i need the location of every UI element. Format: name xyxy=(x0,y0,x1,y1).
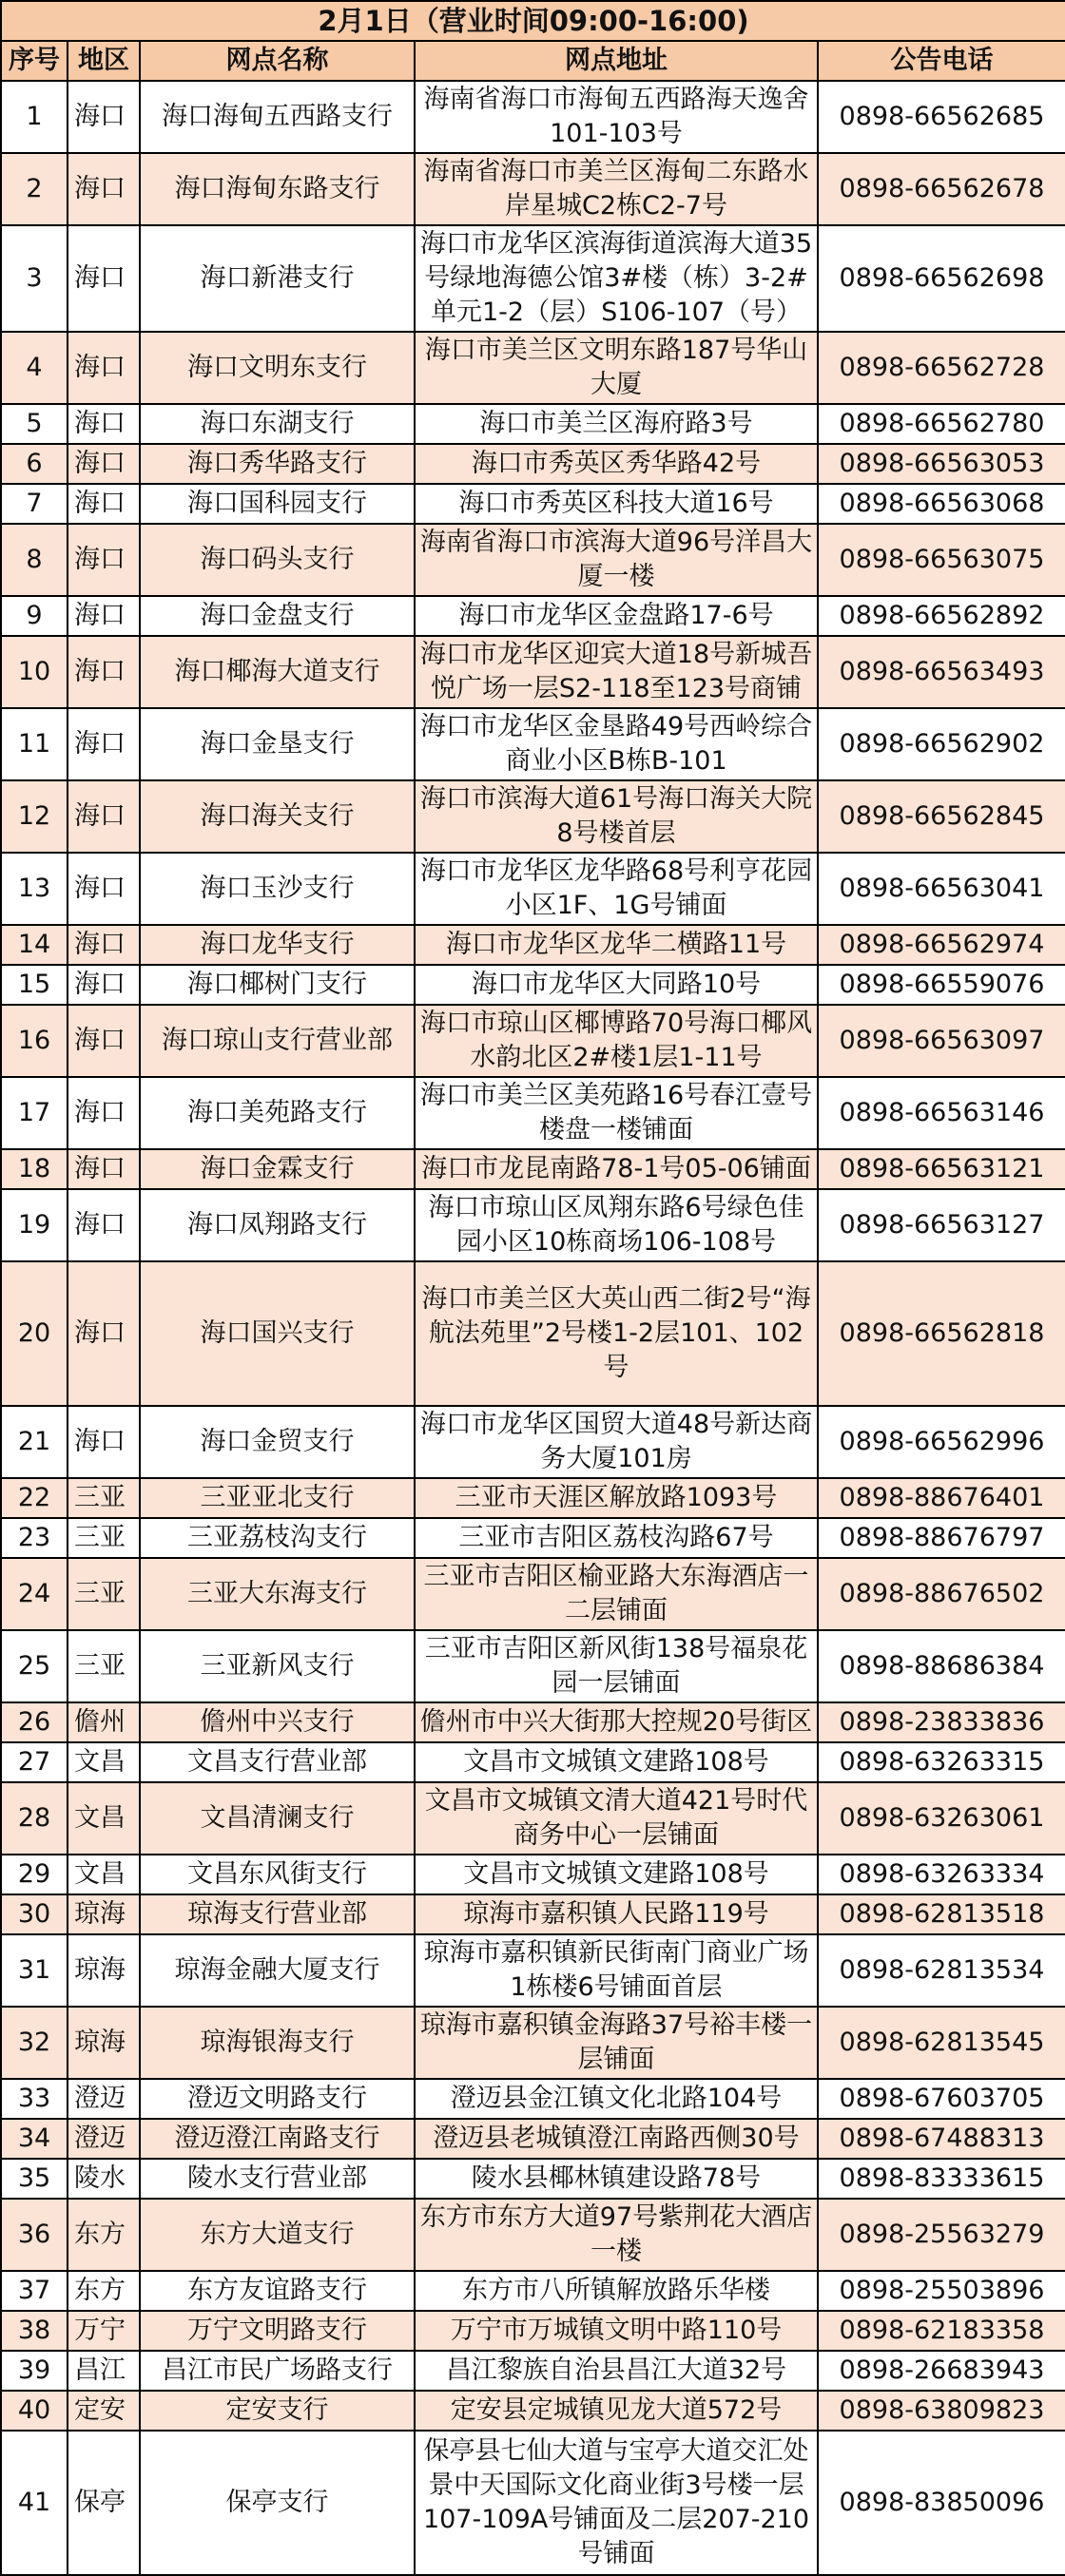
table-row xyxy=(1,708,1065,780)
table-row xyxy=(1,1855,1065,1894)
row-phone: 0898-66563493 xyxy=(818,636,1065,708)
table-row xyxy=(1,484,1065,524)
table-row xyxy=(1,853,1065,925)
row-phone: 0898-66562780 xyxy=(818,404,1065,444)
table-row xyxy=(1,1934,1065,2007)
row-no: 10 xyxy=(1,636,68,708)
row-address: 文昌市文城镇文建路108号 xyxy=(415,1855,818,1894)
table-row xyxy=(1,1149,1065,1189)
row-phone: 0898-66562728 xyxy=(818,332,1065,404)
row-area: 澄迈 xyxy=(68,2119,140,2159)
row-address: 三亚市吉阳区荔枝沟路67号 xyxy=(415,1518,818,1558)
row-address: 海口市龙昆南路78-1号05-06铺面 xyxy=(415,1149,818,1189)
row-area: 陵水 xyxy=(68,2159,140,2199)
row-branch-name: 澄迈文明路支行 xyxy=(140,2079,415,2119)
row-phone: 0898-62813545 xyxy=(818,2007,1065,2079)
table-row xyxy=(1,2351,1065,2391)
row-phone: 0898-66563041 xyxy=(818,853,1065,925)
row-address: 海口市美兰区文明东路187号华山大厦 xyxy=(415,332,818,404)
row-area: 文昌 xyxy=(68,1742,140,1782)
row-phone: 0898-23833836 xyxy=(818,1702,1065,1742)
row-address: 海口市秀英区科技大道16号 xyxy=(415,484,818,524)
table-row xyxy=(1,2271,1065,2311)
row-no: 24 xyxy=(1,1558,68,1630)
row-branch-name: 海口金盘支行 xyxy=(140,596,415,636)
row-branch-name: 昌江市民广场路支行 xyxy=(140,2351,415,2391)
table-row xyxy=(1,225,1065,332)
row-branch-name: 海口椰树门支行 xyxy=(140,965,415,1005)
row-area: 儋州 xyxy=(68,1702,140,1742)
row-branch-name: 三亚荔枝沟支行 xyxy=(140,1518,415,1558)
row-branch-name: 三亚大东海支行 xyxy=(140,1558,415,1630)
row-phone: 0898-62813518 xyxy=(818,1894,1065,1934)
row-branch-name: 海口国科园支行 xyxy=(140,484,415,524)
row-address: 三亚市吉阳区新风街138号福泉花园一层铺面 xyxy=(415,1630,818,1702)
row-phone: 0898-88676502 xyxy=(818,1558,1065,1630)
row-area: 海口 xyxy=(68,596,140,636)
row-branch-name: 海口琼山支行营业部 xyxy=(140,1005,415,1077)
row-branch-name: 海口龙华支行 xyxy=(140,925,415,965)
table-body xyxy=(1,81,1065,2575)
row-address: 海口市琼山区椰博路70号海口椰风水韵北区2#楼1层1-11号 xyxy=(415,1005,818,1077)
row-address: 保亭县七仙大道与宝亭大道交汇处景中天国际文化商业街3号楼一层107-109A号铺面及二层207-210号铺面 xyxy=(415,2431,818,2575)
row-no: 21 xyxy=(1,1406,68,1478)
row-phone: 0898-67603705 xyxy=(818,2079,1065,2119)
row-branch-name: 陵水支行营业部 xyxy=(140,2159,415,2199)
row-branch-name: 琼海银海支行 xyxy=(140,2007,415,2079)
table-row xyxy=(1,2159,1065,2199)
table-row xyxy=(1,596,1065,636)
row-phone: 0898-66562818 xyxy=(818,1261,1065,1406)
row-no: 6 xyxy=(1,444,68,484)
row-area: 三亚 xyxy=(68,1558,140,1630)
row-address: 文昌市文城镇文清大道421号时代商务中心一层铺面 xyxy=(415,1782,818,1855)
table-row xyxy=(1,2391,1065,2431)
row-phone: 0898-66562845 xyxy=(818,780,1065,853)
row-phone: 0898-62813534 xyxy=(818,1934,1065,2007)
table-row xyxy=(1,1894,1065,1934)
row-no: 37 xyxy=(1,2271,68,2311)
row-branch-name: 海口国兴支行 xyxy=(140,1261,415,1406)
table-row xyxy=(1,780,1065,853)
row-no: 28 xyxy=(1,1782,68,1855)
row-branch-name: 海口海甸东路支行 xyxy=(140,153,415,225)
row-area: 保亭 xyxy=(68,2431,140,2575)
row-address: 海口市龙华区龙华二横路11号 xyxy=(415,925,818,965)
table-row xyxy=(1,1518,1065,1558)
row-phone: 0898-66563121 xyxy=(818,1149,1065,1189)
row-phone: 0898-25563279 xyxy=(818,2199,1065,2271)
row-area: 海口 xyxy=(68,1149,140,1189)
row-branch-name: 海口新港支行 xyxy=(140,225,415,332)
row-phone: 0898-63809823 xyxy=(818,2391,1065,2431)
row-phone: 0898-66563097 xyxy=(818,1005,1065,1077)
row-branch-name: 海口秀华路支行 xyxy=(140,444,415,484)
table-row xyxy=(1,1478,1065,1518)
row-no: 13 xyxy=(1,853,68,925)
row-phone: 0898-66563053 xyxy=(818,444,1065,484)
row-branch-name: 东方大道支行 xyxy=(140,2199,415,2271)
row-phone: 0898-66559076 xyxy=(818,965,1065,1005)
header-name: 网点名称 xyxy=(140,41,415,81)
row-address: 海口市美兰区海府路3号 xyxy=(415,404,818,444)
row-address: 海口市龙华区大同路10号 xyxy=(415,965,818,1005)
table-row xyxy=(1,1782,1065,1855)
row-address: 澄迈县金江镇文化北路104号 xyxy=(415,2079,818,2119)
row-area: 万宁 xyxy=(68,2311,140,2351)
row-no: 22 xyxy=(1,1478,68,1518)
row-phone: 0898-88686384 xyxy=(818,1630,1065,1702)
row-phone: 0898-88676401 xyxy=(818,1478,1065,1518)
row-no: 40 xyxy=(1,2391,68,2431)
table-row xyxy=(1,2199,1065,2271)
row-no: 2 xyxy=(1,153,68,225)
row-phone: 0898-66562685 xyxy=(818,81,1065,153)
table-row xyxy=(1,1742,1065,1782)
table-row xyxy=(1,1189,1065,1261)
row-area: 昌江 xyxy=(68,2351,140,2391)
row-no: 16 xyxy=(1,1005,68,1077)
row-phone: 0898-66563146 xyxy=(818,1077,1065,1149)
row-address: 澄迈县老城镇澄江南路西侧30号 xyxy=(415,2119,818,2159)
row-area: 海口 xyxy=(68,853,140,925)
row-no: 9 xyxy=(1,596,68,636)
row-phone: 0898-66563075 xyxy=(818,524,1065,596)
table-row xyxy=(1,2079,1065,2119)
row-no: 41 xyxy=(1,2431,68,2575)
row-branch-name: 文昌支行营业部 xyxy=(140,1742,415,1782)
row-area: 东方 xyxy=(68,2271,140,2311)
table-row xyxy=(1,2431,1065,2575)
row-area: 琼海 xyxy=(68,1934,140,2007)
row-address: 万宁市万城镇文明中路110号 xyxy=(415,2311,818,2351)
row-address: 海南省海口市海甸五西路海天逸舍101-103号 xyxy=(415,81,818,153)
table-row xyxy=(1,1077,1065,1149)
row-branch-name: 文昌清澜支行 xyxy=(140,1782,415,1855)
table-row xyxy=(1,332,1065,404)
row-address: 海南省海口市美兰区海甸二东路水岸星城C2栋C2-7号 xyxy=(415,153,818,225)
row-branch-name: 海口美苑路支行 xyxy=(140,1077,415,1149)
row-no: 26 xyxy=(1,1702,68,1742)
row-branch-name: 海口玉沙支行 xyxy=(140,853,415,925)
row-branch-name: 琼海支行营业部 xyxy=(140,1894,415,1934)
row-no: 11 xyxy=(1,708,68,780)
row-branch-name: 定安支行 xyxy=(140,2391,415,2431)
table-row xyxy=(1,444,1065,484)
row-address: 海口市美兰区大英山西二街2号“海航法苑里”2号楼1-2层101、102号 xyxy=(415,1261,818,1406)
row-no: 27 xyxy=(1,1742,68,1782)
row-branch-name: 儋州中兴支行 xyxy=(140,1702,415,1742)
row-address: 海口市美兰区美苑路16号春江壹号楼盘一楼铺面 xyxy=(415,1077,818,1149)
row-phone: 0898-66563068 xyxy=(818,484,1065,524)
row-no: 35 xyxy=(1,2159,68,2199)
row-branch-name: 琼海金融大厦支行 xyxy=(140,1934,415,2007)
row-no: 14 xyxy=(1,925,68,965)
table-row xyxy=(1,925,1065,965)
row-phone: 0898-63263315 xyxy=(818,1742,1065,1782)
row-area: 海口 xyxy=(68,225,140,332)
row-branch-name: 海口东湖支行 xyxy=(140,404,415,444)
row-area: 海口 xyxy=(68,708,140,780)
row-phone: 0898-26683943 xyxy=(818,2351,1065,2391)
table-row xyxy=(1,2119,1065,2159)
row-no: 12 xyxy=(1,780,68,853)
header-no: 序号 xyxy=(1,41,68,81)
row-area: 海口 xyxy=(68,1261,140,1406)
row-phone: 0898-83333615 xyxy=(818,2159,1065,2199)
row-phone: 0898-63263334 xyxy=(818,1855,1065,1894)
row-no: 17 xyxy=(1,1077,68,1149)
row-address: 海南省海口市滨海大道96号洋昌大厦一楼 xyxy=(415,524,818,596)
row-no: 33 xyxy=(1,2079,68,2119)
row-no: 19 xyxy=(1,1189,68,1261)
table-row xyxy=(1,2007,1065,2079)
table-row xyxy=(1,2311,1065,2351)
row-phone: 0898-88676797 xyxy=(818,1518,1065,1558)
row-area: 东方 xyxy=(68,2199,140,2271)
row-phone: 0898-67488313 xyxy=(818,2119,1065,2159)
row-area: 海口 xyxy=(68,1406,140,1478)
row-phone: 0898-63263061 xyxy=(818,1782,1065,1855)
row-area: 海口 xyxy=(68,404,140,444)
row-branch-name: 海口凤翔路支行 xyxy=(140,1189,415,1261)
row-no: 4 xyxy=(1,332,68,404)
row-address: 琼海市嘉积镇金海路37号裕丰楼一层铺面 xyxy=(415,2007,818,2079)
row-address: 文昌市文城镇文建路108号 xyxy=(415,1742,818,1782)
row-address: 海口市龙华区迎宾大道18号新城吾悦广场一层S2-118至123号商铺 xyxy=(415,636,818,708)
row-area: 海口 xyxy=(68,925,140,965)
row-no: 29 xyxy=(1,1855,68,1894)
row-no: 3 xyxy=(1,225,68,332)
row-branch-name: 海口金贸支行 xyxy=(140,1406,415,1478)
row-branch-name: 海口金垦支行 xyxy=(140,708,415,780)
row-area: 海口 xyxy=(68,965,140,1005)
row-no: 18 xyxy=(1,1149,68,1189)
table-title: 2月1日（营业时间09:00-16:00) xyxy=(1,1,1065,41)
row-no: 34 xyxy=(1,2119,68,2159)
table-row xyxy=(1,1558,1065,1630)
row-branch-name: 三亚新风支行 xyxy=(140,1630,415,1702)
row-no: 15 xyxy=(1,965,68,1005)
header-area: 地区 xyxy=(68,41,140,81)
row-no: 23 xyxy=(1,1518,68,1558)
row-area: 澄迈 xyxy=(68,2079,140,2119)
row-address: 海口市龙华区滨海街道滨海大道35号绿地海德公馆3#楼（栋）3-2#单元1-2（层）S106-107（号） xyxy=(415,225,818,332)
row-no: 39 xyxy=(1,2351,68,2391)
row-phone: 0898-62183358 xyxy=(818,2311,1065,2351)
row-address: 琼海市嘉积镇人民路119号 xyxy=(415,1894,818,1934)
table-row xyxy=(1,81,1065,153)
row-address: 海口市琼山区凤翔东路6号绿色佳园小区10栋商场106-108号 xyxy=(415,1189,818,1261)
row-phone: 0898-66563127 xyxy=(818,1189,1065,1261)
row-no: 36 xyxy=(1,2199,68,2271)
row-area: 定安 xyxy=(68,2391,140,2431)
row-phone: 0898-66562974 xyxy=(818,925,1065,965)
row-branch-name: 文昌东风街支行 xyxy=(140,1855,415,1894)
row-branch-name: 万宁文明路支行 xyxy=(140,2311,415,2351)
row-phone: 0898-83850096 xyxy=(818,2431,1065,2575)
row-area: 三亚 xyxy=(68,1518,140,1558)
row-area: 海口 xyxy=(68,1005,140,1077)
table-row xyxy=(1,636,1065,708)
row-address: 海口市龙华区国贸大道48号新达商务大厦101房 xyxy=(415,1406,818,1478)
row-branch-name: 三亚亚北支行 xyxy=(140,1478,415,1518)
table-row xyxy=(1,524,1065,596)
row-phone: 0898-66562678 xyxy=(818,153,1065,225)
row-address: 海口市秀英区秀华路42号 xyxy=(415,444,818,484)
row-phone: 0898-66562996 xyxy=(818,1406,1065,1478)
table-row xyxy=(1,1406,1065,1478)
row-area: 海口 xyxy=(68,153,140,225)
row-area: 海口 xyxy=(68,1189,140,1261)
row-address: 东方市东方大道97号紫荆花大酒店一楼 xyxy=(415,2199,818,2271)
row-area: 海口 xyxy=(68,81,140,153)
row-phone: 0898-66562698 xyxy=(818,225,1065,332)
table-row xyxy=(1,1702,1065,1742)
row-area: 海口 xyxy=(68,1077,140,1149)
row-address: 陵水县椰林镇建设路78号 xyxy=(415,2159,818,2199)
table-row xyxy=(1,404,1065,444)
row-address: 海口市滨海大道61号海口海关大院8号楼首层 xyxy=(415,780,818,853)
table-row xyxy=(1,965,1065,1005)
row-no: 7 xyxy=(1,484,68,524)
row-area: 琼海 xyxy=(68,2007,140,2079)
row-no: 25 xyxy=(1,1630,68,1702)
row-address: 海口市龙华区金盘路17-6号 xyxy=(415,596,818,636)
row-address: 三亚市吉阳区榆亚路大东海酒店一二层铺面 xyxy=(415,1558,818,1630)
row-no: 30 xyxy=(1,1894,68,1934)
row-area: 文昌 xyxy=(68,1782,140,1855)
row-area: 三亚 xyxy=(68,1630,140,1702)
header-address: 网点地址 xyxy=(415,41,818,81)
table-title-row xyxy=(1,1,1065,41)
row-no: 1 xyxy=(1,81,68,153)
row-area: 海口 xyxy=(68,444,140,484)
row-branch-name: 海口椰海大道支行 xyxy=(140,636,415,708)
row-area: 海口 xyxy=(68,636,140,708)
row-address: 海口市龙华区金垦路49号西岭综合商业小区B栋B-101 xyxy=(415,708,818,780)
row-branch-name: 海口码头支行 xyxy=(140,524,415,596)
row-area: 海口 xyxy=(68,524,140,596)
row-area: 海口 xyxy=(68,484,140,524)
row-address: 琼海市嘉积镇新民街南门商业广场1栋楼6号铺面首层 xyxy=(415,1934,818,2007)
row-address: 海口市龙华区龙华路68号利亨花园小区1F、1G号铺面 xyxy=(415,853,818,925)
row-area: 琼海 xyxy=(68,1894,140,1934)
row-address: 定安县定城镇见龙大道572号 xyxy=(415,2391,818,2431)
row-address: 儋州市中兴大街那大控规20号街区 xyxy=(415,1702,818,1742)
table-row xyxy=(1,1005,1065,1077)
row-address: 昌江黎族自治县昌江大道32号 xyxy=(415,2351,818,2391)
row-branch-name: 海口海甸五西路支行 xyxy=(140,81,415,153)
row-phone: 0898-66562902 xyxy=(818,708,1065,780)
row-no: 31 xyxy=(1,1934,68,2007)
table-header-row xyxy=(1,41,1065,81)
row-phone: 0898-25503896 xyxy=(818,2271,1065,2311)
table-row xyxy=(1,1630,1065,1702)
row-address: 三亚市天涯区解放路1093号 xyxy=(415,1478,818,1518)
row-branch-name: 海口海关支行 xyxy=(140,780,415,853)
row-no: 8 xyxy=(1,524,68,596)
row-no: 38 xyxy=(1,2311,68,2351)
row-phone: 0898-66562892 xyxy=(818,596,1065,636)
row-area: 三亚 xyxy=(68,1478,140,1518)
row-no: 32 xyxy=(1,2007,68,2079)
header-phone: 公告电话 xyxy=(818,41,1065,81)
row-area: 海口 xyxy=(68,332,140,404)
row-no: 20 xyxy=(1,1261,68,1406)
table-row xyxy=(1,1261,1065,1406)
row-branch-name: 海口金霖支行 xyxy=(140,1149,415,1189)
row-no: 5 xyxy=(1,404,68,444)
row-branch-name: 海口文明东支行 xyxy=(140,332,415,404)
row-branch-name: 澄迈澄江南路支行 xyxy=(140,2119,415,2159)
row-branch-name: 保亭支行 xyxy=(140,2431,415,2575)
row-area: 海口 xyxy=(68,780,140,853)
table-row xyxy=(1,153,1065,225)
row-address: 东方市八所镇解放路乐华楼 xyxy=(415,2271,818,2311)
row-branch-name: 东方友谊路支行 xyxy=(140,2271,415,2311)
row-area: 文昌 xyxy=(68,1855,140,1894)
